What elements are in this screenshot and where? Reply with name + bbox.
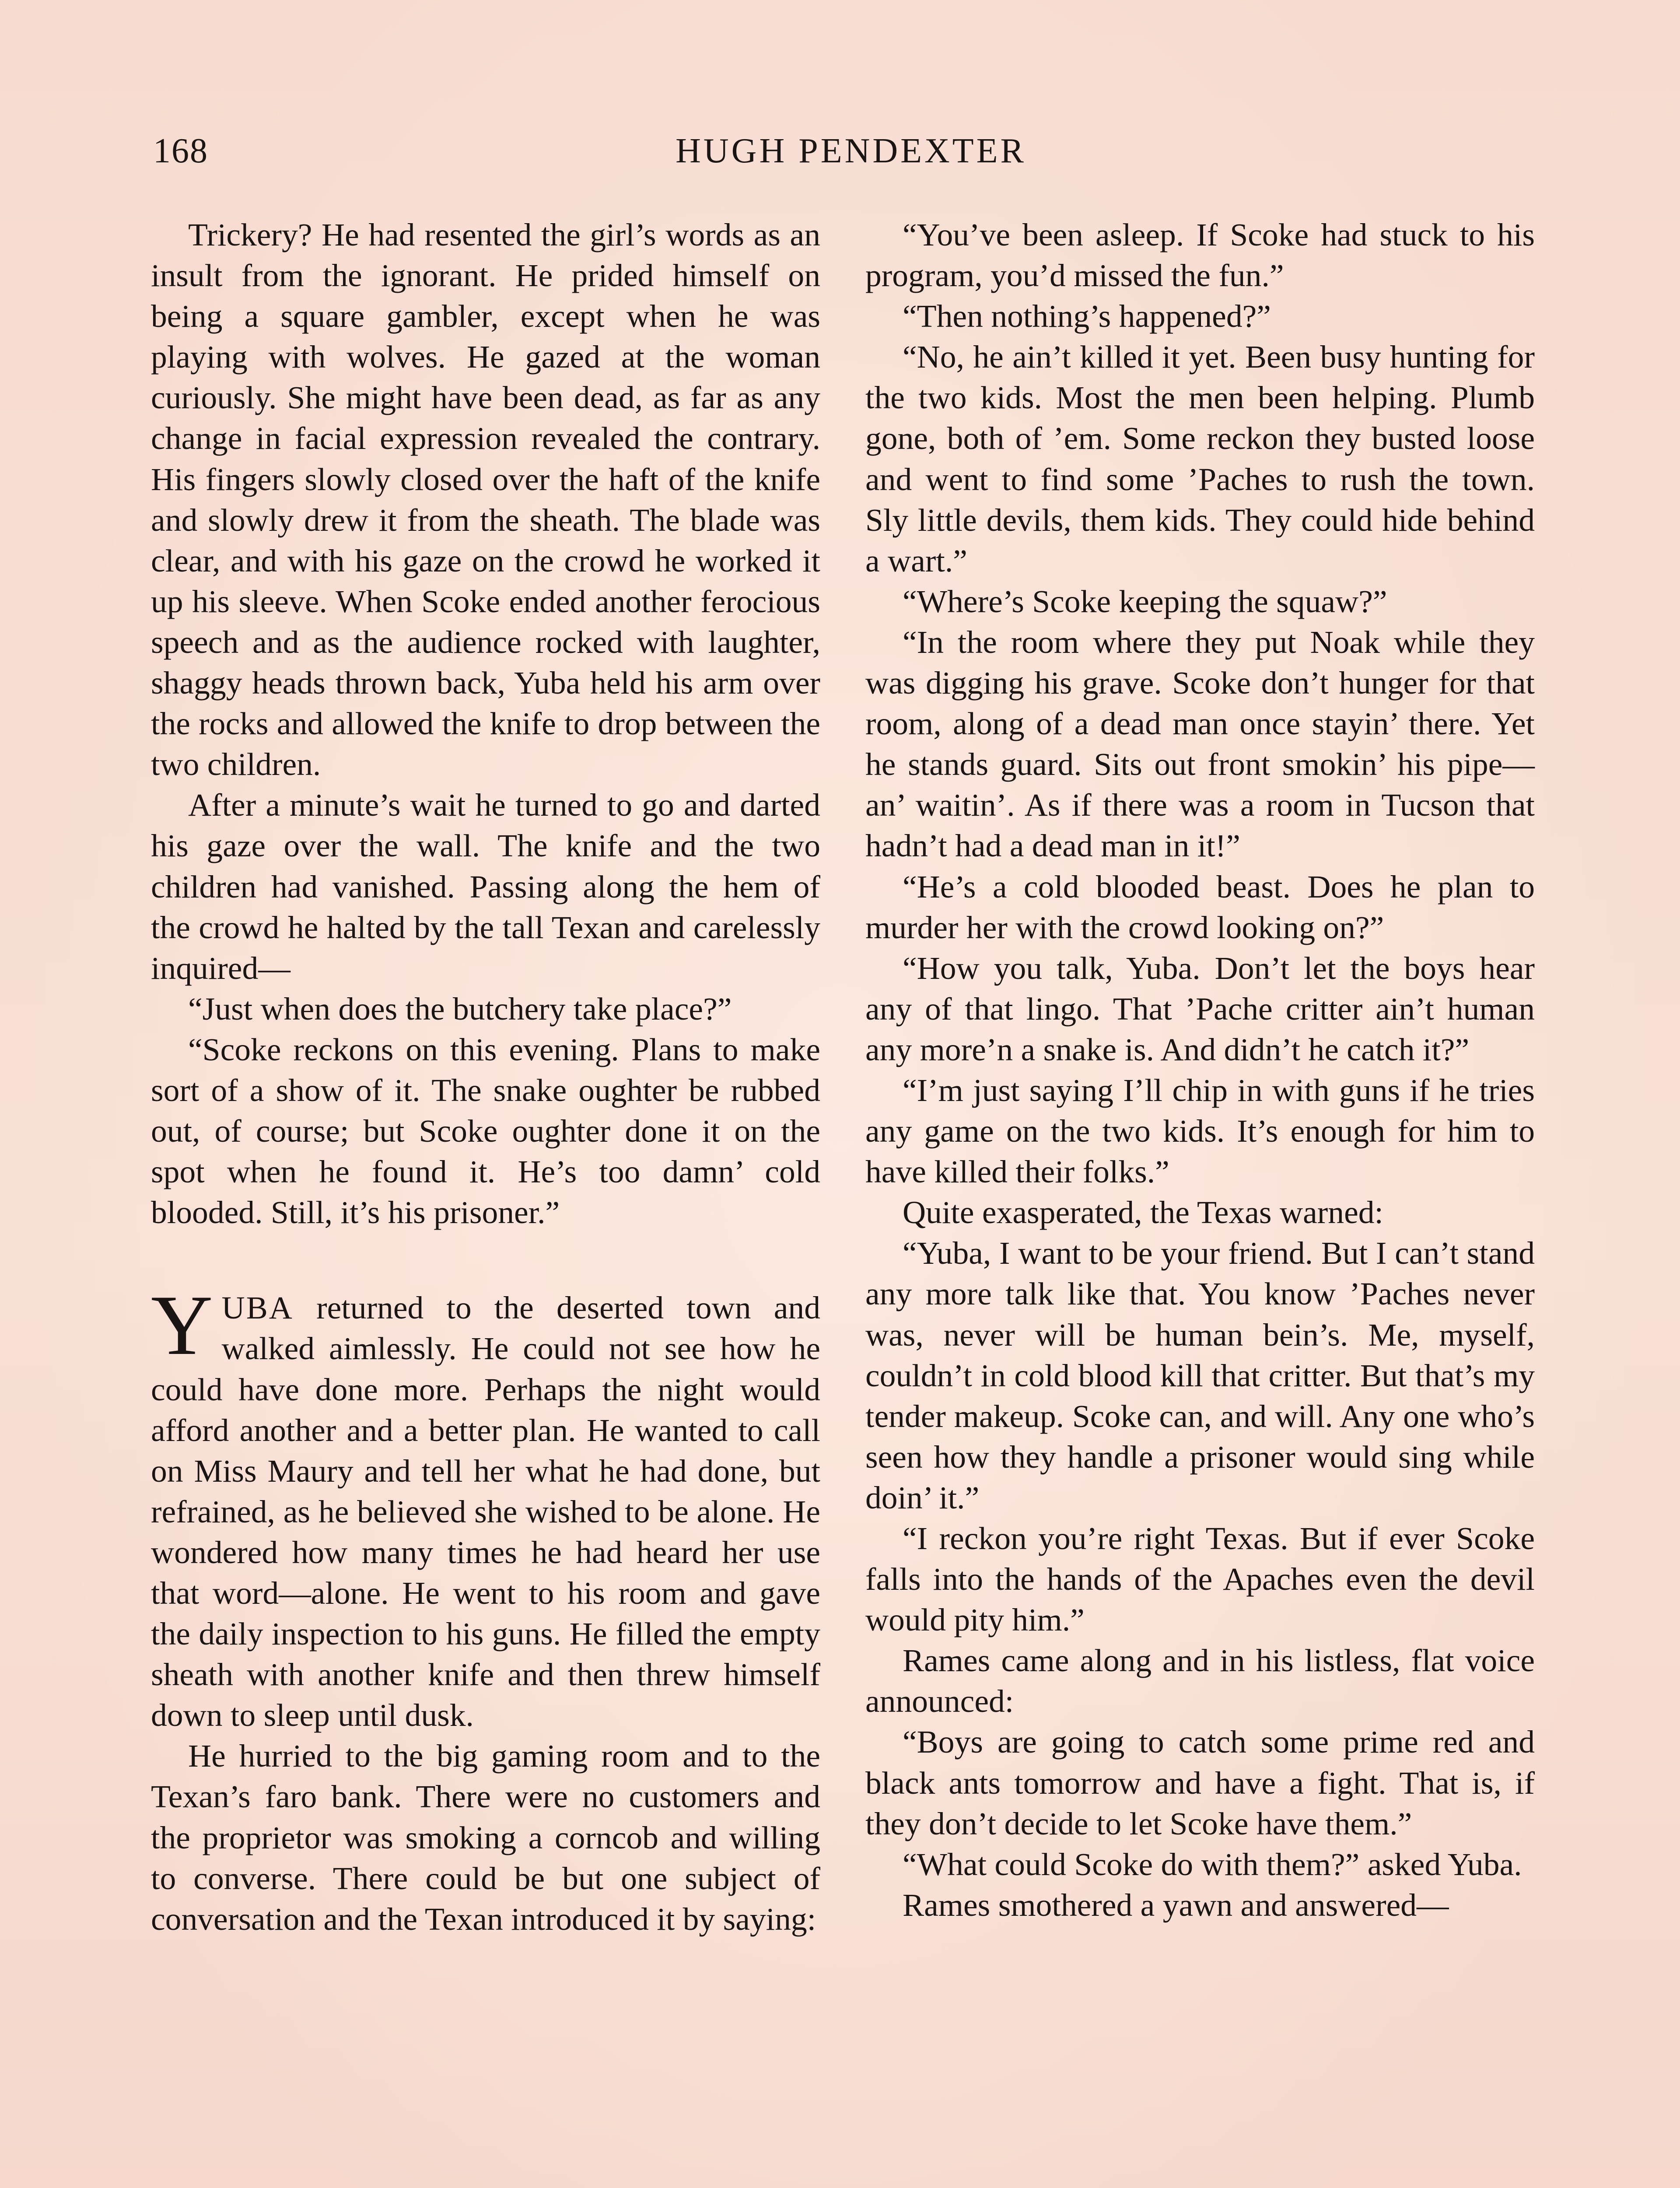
paragraph: “In the room where they put Noak while they was digging his grave. Scoke don’t hunger for that room, along of a dead man once stayin’ there. Yet he stands guard. Sits out front smokin’ his pipe—an’ waitin’. As if there was a room in Tucson that hadn’t had a dead man in it!” [865, 624, 1535, 864]
paragraph: Trickery? He had resented the girl’s words as an insult from the ignorant. He prided himself on being a square gambler, except when he was playing with wolves. He gazed at the woman curiously. She might have been dead, as far as any change in facial expression revealed the contrary. His fingers slowly closed over the haft of the knife and slowly drew it from the sheath. The blade was clear, and with his gaze on the crowd he worked it up his sleeve. When Scoke ended another ferocious speech and as the audience rocked with laughter, shaggy heads thrown back, Yuba held his arm over the rocks and allowed the knife to drop between the two children. [151, 217, 820, 782]
running-head: HUGH PENDEXTER [676, 132, 1026, 170]
paragraph: “Then nothing’s happened?” [903, 298, 1271, 334]
paragraph: “How you talk, Yuba. Don’t let the boys hear any of that lingo. That ’Pache critter ain’t human any more’n a snake is. And didn’t he catch it?” [865, 950, 1535, 1067]
paragraph: “He’s a cold blooded beast. Does he plan to murder her with the crowd looking on?” [865, 868, 1535, 945]
paragraph: “No, he ain’t killed it yet. Been busy hunting for the two kids. Most the men been helping. Plumb gone, both of ’em. Some reckon they busted loose and went to find some ’Paches to rush the town. Sly little devils, them kids. They could hide behind a wart.” [865, 339, 1535, 579]
paragraph: Rames smothered a yawn and answered— [903, 1886, 1449, 1923]
page-header [153, 131, 1549, 179]
paragraph: Rames came along and in his listless, flat voice announced: [865, 1642, 1535, 1719]
section-opening-paragraph [151, 1278, 820, 1736]
paragraph: “I reckon you’re right Texas. But if ever Scoke falls into the hands of the Apaches even the devil would pity him.” [865, 1520, 1535, 1638]
paragraph: “Scoke reckons on this evening. Plans to make sort of a show of it. The snake oughter be rubbed out, of course; but Scoke oughter done it on the spot when he found it. He’s too damn’ cold blooded. Still, it’s his prisoner.” [151, 1031, 820, 1231]
paragraph: “What could Scoke do with them?” asked Yuba. [903, 1846, 1522, 1882]
paragraph: “Yuba, I want to be your friend. But I can’t stand any more talk like that. You know ’Paches never was, never will be human bein’s. Me, myself, couldn’t in cold blood kill that critter. But that’s my tender makeup. Scoke can, and will. Any one who’s seen how they handle a prisoner would sing while doin’ it.” [865, 1235, 1535, 1515]
left-column [151, 214, 820, 1939]
paragraph: “Just when does the butchery take place?” [188, 990, 732, 1027]
paragraph: “I’m just saying I’ll chip in with guns if he tries any game on the two kids. It’s enough for him to have killed their folks.” [865, 1072, 1535, 1190]
section-break [151, 1233, 820, 1287]
paragraph-text: returned to the deserted town and walked aimlessly. He could not see how he could have done more. Perhaps the night would afford another and a better plan. He wanted to call on Miss Maury and tell her what he had done, but refrained, as he believed she wished to be alone. He wondered how many times he had heard her use that word—alone. He went to his room and gave the daily inspection to his guns. He filled the empty sheath with another knife and then threw himself down to sleep until dusk. [151, 1290, 820, 1733]
paragraph: After a minute’s wait he turned to go and darted his gaze over the wall. The knife and the two children had vanished. Passing along the hem of the crowd he halted by the tall Texan and carelessly inquired— [151, 787, 820, 986]
right-column [865, 214, 1535, 1925]
paragraph: “Where’s Scoke keeping the squaw?” [903, 583, 1387, 619]
page-number: 168 [153, 132, 208, 170]
paragraph: “Boys are going to catch some prime red and black ants tomorrow and have a fight. That is, if they don’t decide to let Scoke have them.” [865, 1724, 1535, 1841]
paragraph: He hurried to the big gaming room and to the Texan’s faro bank. There were no customers and the proprietor was smoking a corncob and willing to converse. There could be but one subject of conversation and the Texan introduced it by saying: [151, 1738, 820, 1937]
paragraph: Quite exasperated, the Texas warned: [903, 1194, 1383, 1231]
small-caps-lead: UBA [221, 1290, 294, 1326]
drop-cap: Y [151, 1278, 213, 1373]
paragraph: “You’ve been asleep. If Scoke had stuck to his program, you’d missed the fun.” [865, 217, 1535, 294]
